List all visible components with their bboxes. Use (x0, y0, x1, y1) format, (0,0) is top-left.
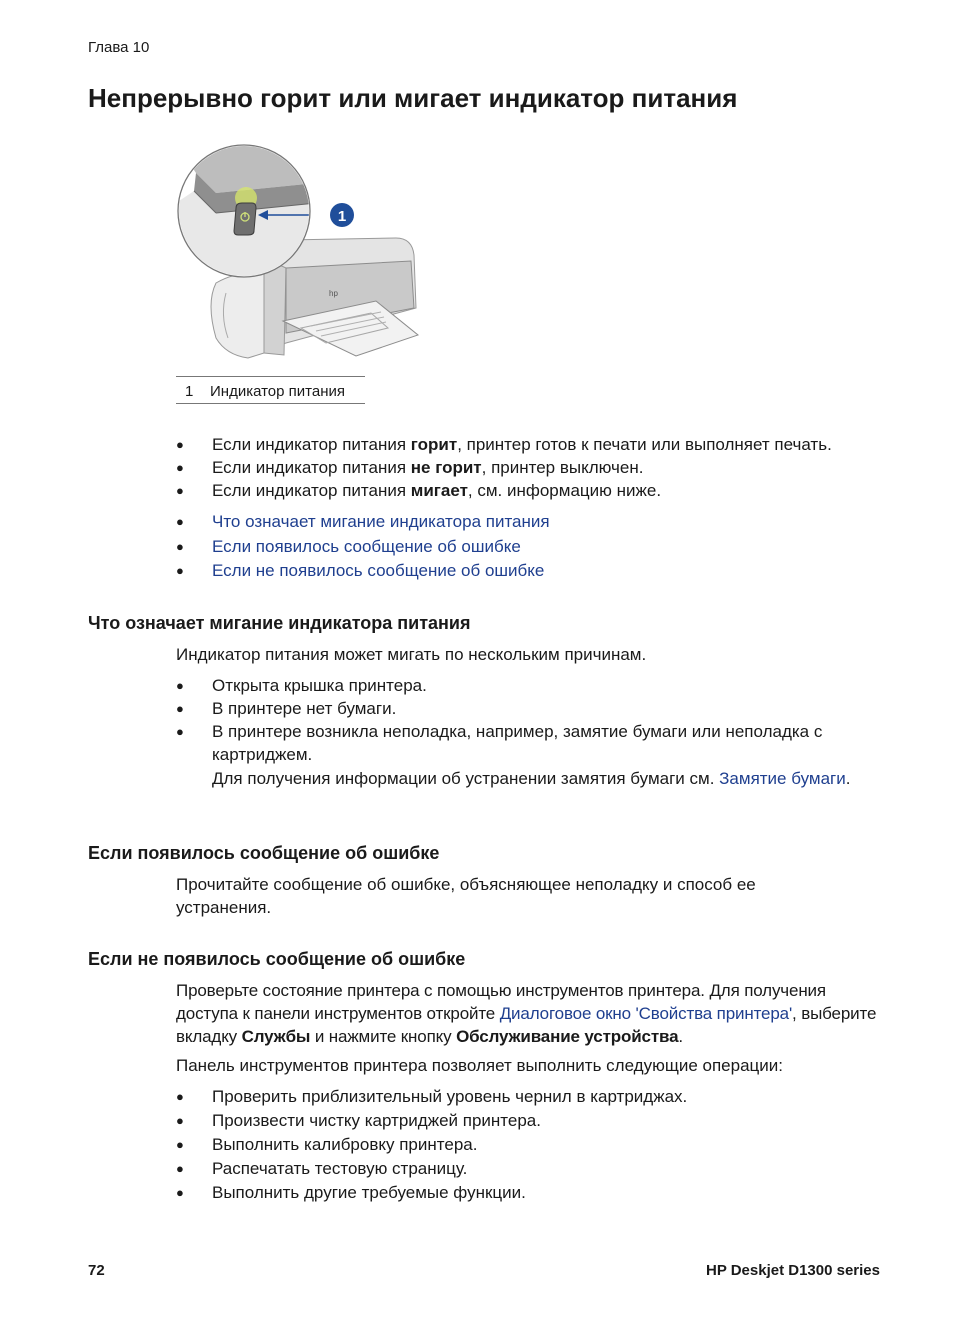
caption-number: 1 (185, 383, 194, 400)
page-title: Непрерывно горит или мигает индикатор питания (88, 83, 738, 113)
link-paper-jam[interactable]: Замятие бумаги (719, 769, 846, 788)
list-item (176, 535, 876, 560)
section-heading-blinking: Что означает мигание индикатора питания (88, 613, 471, 633)
callout-number: 1 (337, 208, 347, 225)
list-item: ● Проверить приблизительный уровень чернил в картриджах. (176, 1085, 876, 1109)
list-item: ● Выполнить калибровку принтера. (176, 1133, 876, 1157)
topic-links (176, 510, 876, 584)
page-number: 72 (88, 1262, 105, 1279)
printer-illustration (176, 143, 421, 365)
section1-list (176, 674, 876, 766)
section-heading-no-error: Если не появилось сообщение об ошибке (88, 949, 466, 969)
section1-intro: Индикатор питания может мигать по нескольким причинам. (176, 645, 647, 664)
list-item: ● В принтере возникла неполадка, например, замятие бумаги или неполадка с картриджем. (176, 720, 876, 766)
list-item: ● Распечатать тестовую страницу. (176, 1157, 876, 1181)
link-no-error-message[interactable]: Если не появилось сообщение об ошибке (212, 561, 545, 580)
list-item: ● В принтере нет бумаги. (176, 697, 876, 720)
list-item: ● Выполнить другие требуемые функции. (176, 1181, 876, 1205)
product-name: HP Deskjet D1300 series (705, 1262, 880, 1279)
hp-logo: hp (329, 289, 338, 298)
section3-paragraph1: Проверьте состояние принтера с помощью инструментов принтера. Для получения доступа к панели инструментов откройте Диалоговое окно 'Свойства принтера', выберите вкладку Службы и нажмите кнопку Обслуживание устройства. (176, 981, 877, 1046)
status-list (176, 433, 916, 502)
link-error-message[interactable]: Если появилось сообщение об ошибке (212, 536, 521, 556)
printer-drawing (176, 143, 421, 365)
list-item: ● Открыта крышка принтера. (176, 674, 876, 697)
chapter-label: Глава 10 (88, 39, 150, 56)
link-printer-properties[interactable]: Диалоговое окно 'Свойства принтера' (499, 1004, 793, 1023)
caption-text: Индикатор питания (210, 383, 345, 400)
section3-list (176, 1085, 876, 1205)
list-item: ● Если индикатор питания не горит, принтер выключен. (176, 456, 916, 479)
section1-note: Для получения информации об устранении замятия бумаги см. Замятие бумаги. (212, 769, 851, 788)
link-blinking-meaning[interactable]: Что означает мигание индикатора питания (212, 512, 550, 531)
list-item (176, 559, 876, 584)
list-item: ● Если индикатор питания горит, принтер готов к печати или выполняет печать. (176, 433, 916, 456)
section2-text: Прочитайте сообщение об ошибке, объясняющее неполадку и способ ее устранения. (176, 875, 756, 917)
figure-caption (176, 376, 365, 404)
section-heading-error: Если появилось сообщение об ошибке (88, 843, 440, 863)
list-item (176, 510, 876, 535)
list-item: ● Если индикатор питания мигает, см. информацию ниже. (176, 479, 916, 502)
list-item: ● Произвести чистку картриджей принтера. (176, 1109, 876, 1133)
section3-paragraph2: Панель инструментов принтера позволяет выполнить следующие операции: (176, 1056, 783, 1075)
